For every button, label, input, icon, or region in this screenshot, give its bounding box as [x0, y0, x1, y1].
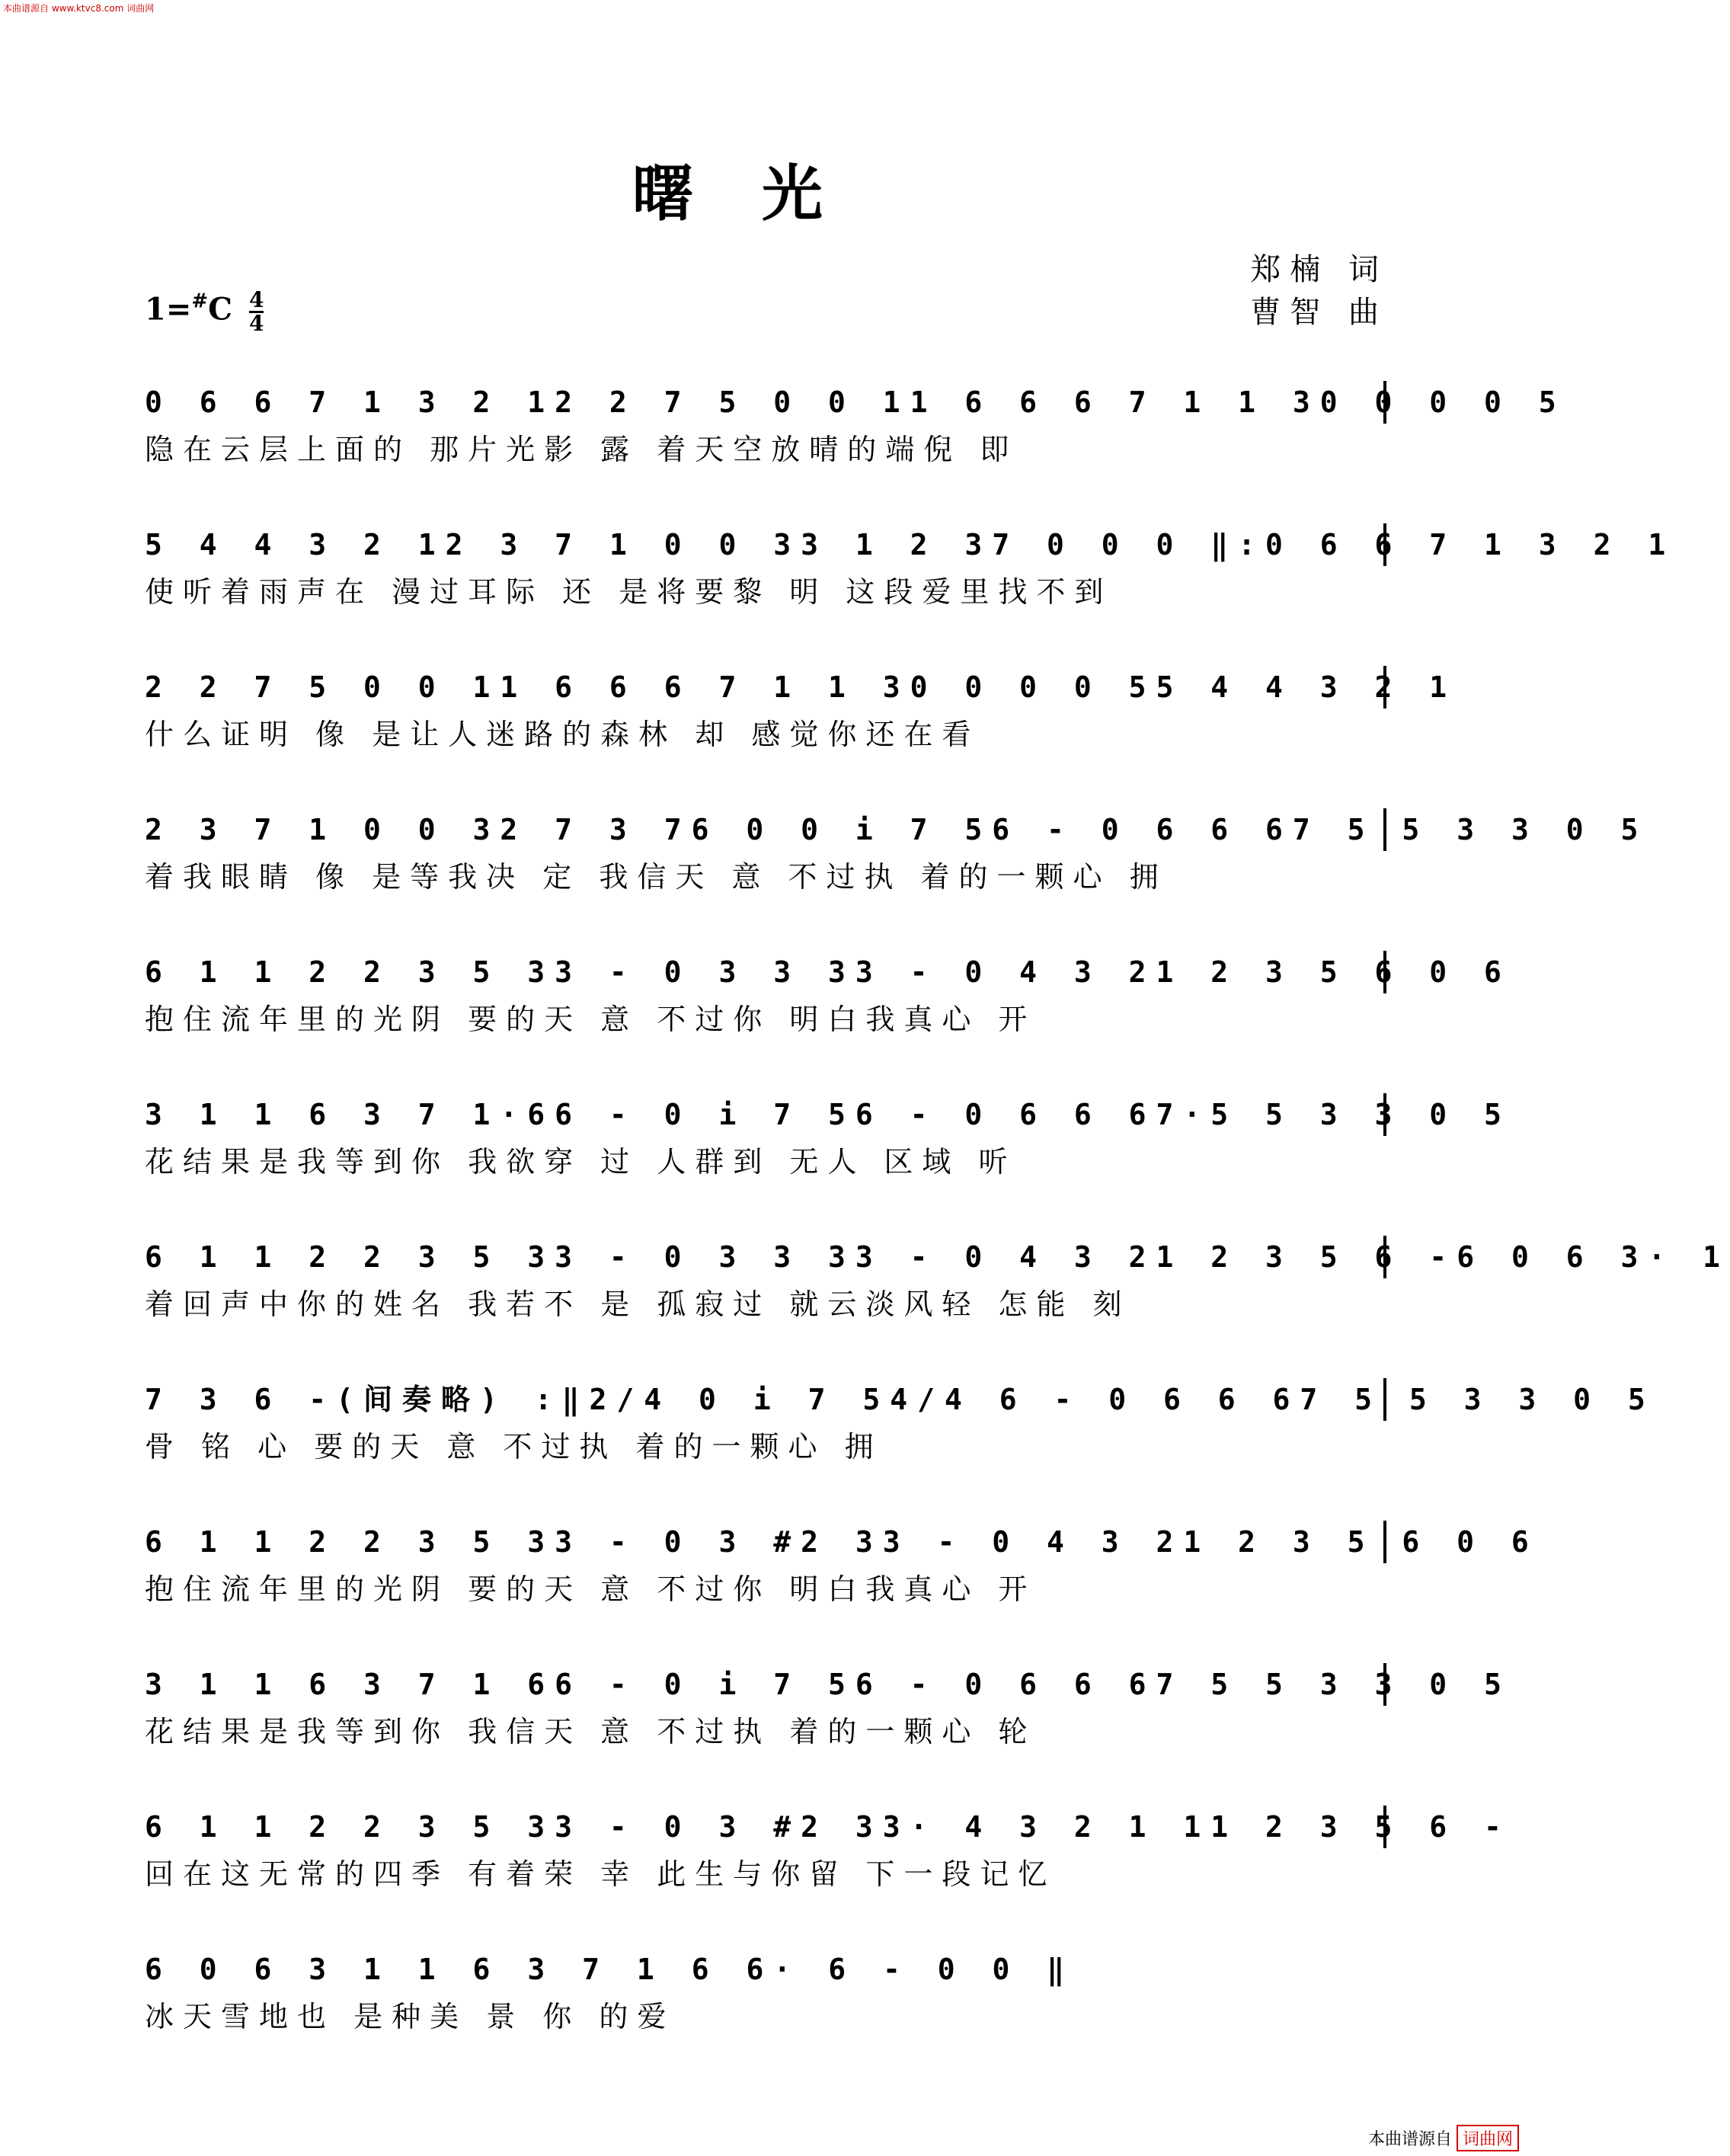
score-system: [145, 808, 1648, 895]
key-note: C: [208, 291, 232, 328]
measure: 3· 4 3 2 1 1: [882, 1810, 1211, 1844]
score-system: [145, 951, 1511, 1038]
lyrics-line: 骨 铭 心 要的天 意 不过执 着的一颗心 拥: [145, 1430, 883, 1463]
lyrics-line: 抱住流年里的光阴 要的天 意 不过你 明白我真心 开: [145, 1572, 1037, 1606]
song-title: 曙光: [632, 158, 891, 229]
measure: 4/4 6 - 0 6 6 6: [890, 1383, 1300, 1416]
lyrics-line: 什么证明 像 是让人迷路的森林 却 感觉你还在看: [145, 718, 980, 751]
site-logo: 词曲网: [1457, 2125, 1519, 2151]
lyrics-line: 抱住流年里的光阴 要的天 意 不过你 明白我真心 开: [145, 1003, 1037, 1036]
time-signature: [249, 289, 264, 334]
key-signature: [145, 289, 264, 334]
measure: 3 1 2 3: [801, 528, 993, 561]
score-system: [145, 523, 1676, 610]
notes-line: [145, 1093, 1511, 1136]
lyricist-credit: 郑楠 词: [1250, 252, 1388, 287]
score-system: [145, 1663, 1511, 1750]
measure: 2 2 7 5 0 0 1: [145, 670, 500, 704]
time-signature-top: 4: [248, 287, 264, 312]
notes-line: [145, 951, 1511, 993]
notes-line: [145, 666, 1457, 709]
measure: 2 7 3 7: [500, 813, 692, 846]
score-system: [145, 1378, 1655, 1465]
measure: 6 1 1 2 2 3 5 3: [145, 955, 555, 989]
notes-line: [145, 523, 1676, 566]
measure: 7 0 0 0 ‖:: [992, 528, 1266, 561]
notes-line: [145, 808, 1648, 851]
lyrics-line: 花结果是我等到你 我信天 意 不过执 着的一颗心 轮: [145, 1715, 1037, 1748]
notes-line: [145, 1378, 1655, 1421]
score-system: [145, 381, 1566, 468]
lyrics-line: 使听着雨声在 漫过耳际 还 是将要黎 明 这段爱里找不到: [145, 575, 1113, 609]
measure: 6 1 1 2 2 3 5 3: [145, 1810, 555, 1844]
measure: 1 2 3 5 6 0 6: [1183, 1525, 1539, 1559]
measure: 1 2 3 5 6 -: [1210, 1810, 1511, 1844]
measure: 1 6 6 6 7 1 1 3: [910, 385, 1320, 419]
lyrics-line: 隐在云层上面的 那片光影 露 着天空放晴的端倪 即: [145, 433, 1018, 466]
measure: 0 0 0 0 5: [1319, 385, 1566, 419]
measure: 6 1 1 2 2 3 5 3: [145, 1240, 555, 1274]
measure: 2 2 7 5 0 0 1: [555, 385, 910, 419]
measure: 2 3 7 1 0 0 3: [445, 528, 801, 561]
score-system: [145, 1093, 1511, 1180]
measure: 6 1 1 2 2 3 5 3: [145, 1525, 555, 1559]
measure: 5 4 4 3 2 1: [1156, 670, 1457, 704]
measure: 3 - 0 3 3 3: [555, 955, 855, 989]
score-system: [145, 1806, 1511, 1892]
measure: 3 7 1 6 6·: [527, 1953, 801, 1986]
measure: 0 0 0 0 5: [910, 670, 1156, 704]
measure: 1 6 6 6 7 1 1 3: [500, 670, 910, 704]
measure: 3 - 0 4 3 2: [882, 1525, 1184, 1559]
notes-line: [145, 1663, 1511, 1706]
lyrics-line: 着我眼睛 像 是等我决 定 我信天 意 不过执 着的一颗心 拥: [145, 860, 1168, 894]
lyrics-line: 花结果是我等到你 我欲穿 过 人群到 无人 区域 听: [145, 1145, 1017, 1179]
measure: 6 0 0 i 7 5: [691, 813, 993, 846]
measure: 1 2 3 5 6 0 6: [1156, 955, 1511, 989]
score-system: [145, 1948, 1386, 2035]
measure: 7 3 6 -: [145, 1383, 337, 1416]
composer-credit: 曹智 曲: [1250, 295, 1388, 330]
measure: 0 6 6 7 1 3 2 1: [1265, 528, 1676, 561]
measure: 7·5 5 3 3 0 5: [1156, 1098, 1511, 1131]
measure: 2 3 7 1 0 0 3: [145, 813, 500, 846]
measure: 3 1 1 6 3 7 1·6: [145, 1098, 555, 1131]
notes-line: [145, 1806, 1511, 1848]
source-watermark-top: 本曲谱源自 www.ktvc8.com 词曲网: [3, 3, 155, 14]
notes-line: [145, 1521, 1539, 1563]
notes-line: [145, 1236, 1730, 1278]
score-system: [145, 1521, 1539, 1607]
time-signature-bottom: 4: [248, 311, 264, 336]
measure: 3 - 0 3 #2 3: [555, 1810, 883, 1844]
measure: 6 - 0 0 ‖: [828, 1953, 1075, 1986]
lyrics-line: 回在这无常的四季 有着荣 幸 此生与你留 下一段记忆: [145, 1857, 1057, 1891]
key-prefix: 1=: [145, 291, 192, 328]
measure: 3 - 0 3 #2 3: [555, 1525, 883, 1559]
lyrics-line: 着回声中你的姓名 我若不 是 孤寂过 就云淡风轻 怎能 刻: [145, 1288, 1131, 1321]
notes-line: [145, 381, 1566, 424]
measure: 5 4 4 3 2 1: [145, 528, 446, 561]
measure: 6 - 0 i 7 5: [555, 1668, 855, 1701]
measure: 2/4 0 i 7 5: [589, 1383, 891, 1416]
measure: 3 - 0 4 3 2: [855, 1240, 1156, 1274]
measure: 6 - 0 6 6 6: [855, 1668, 1156, 1701]
measure: 0 6 6 7 1 3 2 1: [145, 385, 555, 419]
measure: 7 5 5 3 3 0 5: [1292, 813, 1648, 846]
source-label: 本曲谱源自: [1367, 2130, 1452, 2149]
measure: (间奏略) :‖: [336, 1383, 590, 1416]
source-watermark-bottom: [1368, 2125, 1519, 2151]
measure: 7 5 5 3 3 0 5: [1156, 1668, 1511, 1701]
measure: 6 0 6 3 1 1 6: [145, 1953, 500, 1986]
measure: 3 - 0 3 3 3: [555, 1240, 855, 1274]
score-system: [145, 1236, 1730, 1323]
lyrics-line: 冰天雪地也 是种美 景 你 的爱: [145, 2000, 676, 2033]
score-system: [145, 666, 1457, 753]
measure: 1 2 3 5 6 -: [1156, 1240, 1457, 1274]
measure: 7 5 5 3 3 0 5: [1300, 1383, 1655, 1416]
measure: 6 - 0 6 6 6: [992, 813, 1293, 846]
measure: 3 1 1 6 3 7 1 6: [145, 1668, 555, 1701]
measure: 6 - 0 6 6 6: [855, 1098, 1156, 1131]
measure: 6 0 6 3· 1: [1457, 1240, 1730, 1274]
measure: 6 - 0 i 7 5: [555, 1098, 855, 1131]
notes-line: [145, 1948, 1075, 1991]
measure: 3 - 0 4 3 2: [855, 955, 1156, 989]
sharp-sign: #: [191, 289, 209, 313]
